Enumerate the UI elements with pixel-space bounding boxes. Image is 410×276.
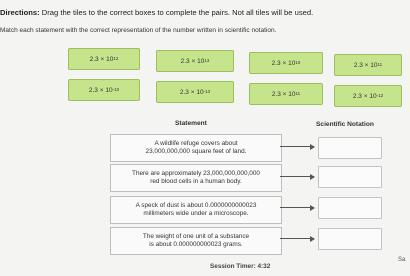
- arrow-4: [280, 238, 314, 239]
- drop-box-1[interactable]: [318, 137, 382, 159]
- statement-1: [110, 134, 282, 162]
- arrow-1: [280, 146, 314, 147]
- statement-1-line1: A wildlife refuge covers about: [154, 140, 238, 147]
- statement-3-line2: millimeters wide under a microscope.: [143, 210, 249, 217]
- directions-text: Directions: Drag the tiles to the correct boxes to complete the pairs. Not all tiles will be used.: [0, 8, 314, 17]
- drop-box-2[interactable]: [318, 166, 382, 188]
- statement-header: Statement: [175, 120, 207, 127]
- corner-button-text[interactable]: Sa: [398, 257, 406, 263]
- tile-3[interactable]: 2.3 × 10 10: [249, 52, 323, 74]
- instruction-text: Match each statement with the correct representation of the number written in scientific notation.: [0, 27, 277, 34]
- arrow-2: [280, 176, 314, 177]
- tile-6[interactable]: 2.3 × 10 -13: [156, 81, 234, 103]
- statement-4: [110, 227, 282, 255]
- tile-5[interactable]: 2.3 × 10 -10: [68, 79, 140, 101]
- tile-1[interactable]: 2.3 × 10 12: [68, 48, 140, 70]
- scientific-notation-header: Scientific Notation: [316, 121, 374, 128]
- tile-2[interactable]: 2.3 × 10 13: [156, 50, 234, 72]
- drop-box-4[interactable]: [318, 228, 382, 250]
- statement-3: [110, 196, 282, 224]
- statement-1-line2: 23,000,000,000 square feet of land.: [145, 148, 247, 155]
- session-timer: Session Timer: 4:32: [210, 263, 271, 270]
- statement-4-line1: The weight of one unit of a substance: [142, 233, 250, 240]
- statement-3-line1: A speck of dust is about 0.0000000000023: [135, 202, 257, 209]
- tile-7[interactable]: 2.3 × 10 11: [249, 83, 323, 105]
- statement-4-line2: is about 0.000000000023 grams.: [149, 241, 243, 248]
- arrow-3: [280, 207, 314, 208]
- tile-4[interactable]: 2.3 × 10 11: [334, 54, 402, 76]
- tile-8[interactable]: 2.3 × 10 -12: [334, 85, 402, 107]
- drop-box-3[interactable]: [318, 197, 382, 219]
- statement-2-line1: There are approximately 23,000,000,000,000: [132, 170, 260, 177]
- statement-2: [110, 164, 282, 192]
- statement-2-line2: red blood cells in a human body.: [150, 178, 242, 185]
